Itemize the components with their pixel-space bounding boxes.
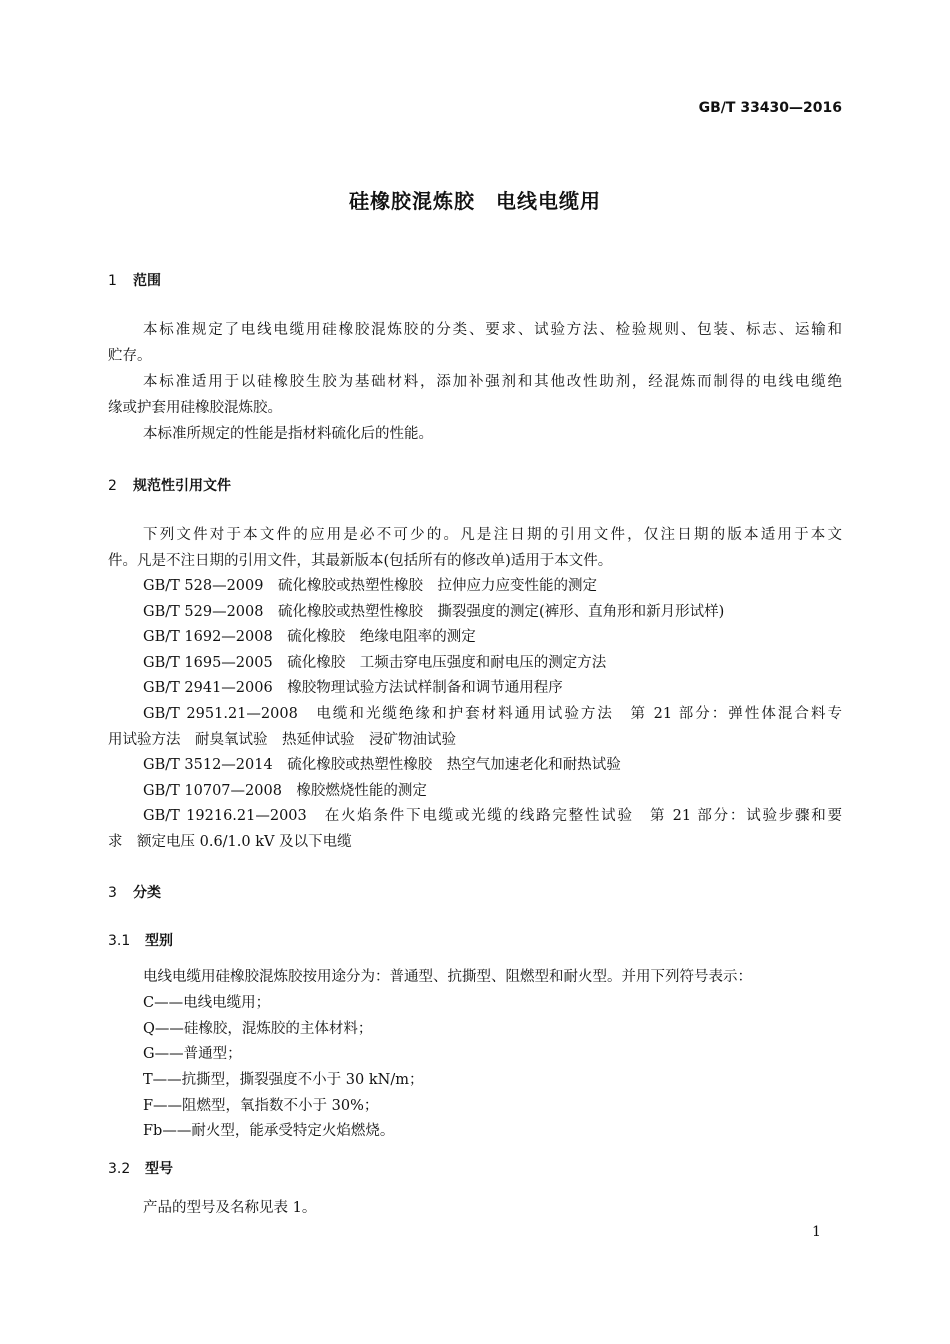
section-title: 型别 [145,933,173,949]
reference-item: GB/T 3512—2014 硫化橡胶或热塑性橡胶 热空气加速老化和耐热试验 [143,757,621,773]
section-title: 分类 [133,885,161,901]
page-number: 1 [812,1224,821,1240]
symbol-item: Fb——耐火型，能承受特定火焰燃烧。 [143,1123,395,1139]
section-title: 范围 [133,273,161,289]
paragraph-line: 件。凡是不注日期的引用文件，其最新版本(包括所有的修改单)适用于本文件。 [108,553,613,569]
symbol-item: T——抗撕型，撕裂强度不小于 30 kN/m； [143,1072,424,1088]
standard-number: GB/T 33430—2016 [698,100,842,116]
paragraph-line: 缘或护套用硅橡胶混炼胶。 [108,400,282,416]
section-number: 2 [108,478,117,494]
reference-item: GB/T 528—2009 硫化橡胶或热塑性橡胶 拉伸应力应变性能的测定 [143,578,597,594]
reference-item: GB/T 1695—2005 硫化橡胶 工频击穿电压强度和耐电压的测定方法 [143,655,607,671]
section-heading-1 [108,271,842,291]
reference-item: GB/T 529—2008 硫化橡胶或热塑性橡胶 撕裂强度的测定(裤形、直角形和新月形试样) [143,604,725,620]
symbol-item: F——阻燃型，氧指数不小于 30%； [143,1098,379,1114]
paragraph-line: 产品的型号及名称见表 1。 [143,1200,317,1216]
symbol-item: G——普通型； [143,1046,242,1062]
symbol-item: Q——硅橡胶，混炼胶的主体材料； [143,1021,373,1037]
section-heading-3-2 [108,1159,842,1179]
section-heading-2 [108,476,842,496]
reference-item: GB/T 2941—2006 橡胶物理试验方法试样制备和调节通用程序 [143,680,563,696]
section-number: 3.1 [108,933,131,949]
section-number: 3.2 [108,1161,131,1177]
section-number: 1 [108,273,117,289]
reference-item: GB/T 10707—2008 橡胶燃烧性能的测定 [143,783,427,799]
symbol-item: C——电线电缆用； [143,995,271,1011]
reference-item-continued: 求 额定电压 0.6/1.0 kV 及以下电缆 [108,834,352,850]
reference-item-continued: 用试验方法 耐臭氧试验 热延伸试验 浸矿物油试验 [108,732,456,748]
section-number: 3 [108,885,117,901]
section-heading-3-1 [108,931,842,951]
section-title: 型号 [145,1161,173,1177]
reference-item: GB/T 2951.21—2008 电缆和光缆绝缘和护套材料通用试验方法 第 21 部分：弹性体混合料专 [143,706,842,722]
section-title: 规范性引用文件 [133,478,231,494]
paragraph-line: 本标准所规定的性能是指材料硫化后的性能。 [143,426,433,442]
paragraph-line: 贮存。 [108,348,152,364]
paragraph-line: 本标准规定了电线电缆用硅橡胶混炼胶的分类、要求、试验方法、检验规则、包装、标志、运输和 [143,322,842,338]
reference-item: GB/T 1692—2008 硫化橡胶 绝缘电阻率的测定 [143,629,476,645]
paragraph-line: 下列文件对于本文件的应用是必不可少的。凡是注日期的引用文件，仅注日期的版本适用于本文 [143,527,842,543]
paragraph-line: 电线电缆用硅橡胶混炼胶按用途分为：普通型、抗撕型、阻燃型和耐火型。并用下列符号表示： [143,969,752,985]
document-title: 硅橡胶混炼胶 电线电缆用 [349,189,601,213]
paragraph-line: 本标准适用于以硅橡胶生胶为基础材料，添加补强剂和其他改性助剂，经混炼而制得的电线电缆绝 [143,374,842,390]
section-heading-3 [108,883,842,903]
reference-item: GB/T 19216.21—2003 在火焰条件下电缆或光缆的线路完整性试验 第 21 部分：试验步骤和要 [143,808,842,824]
